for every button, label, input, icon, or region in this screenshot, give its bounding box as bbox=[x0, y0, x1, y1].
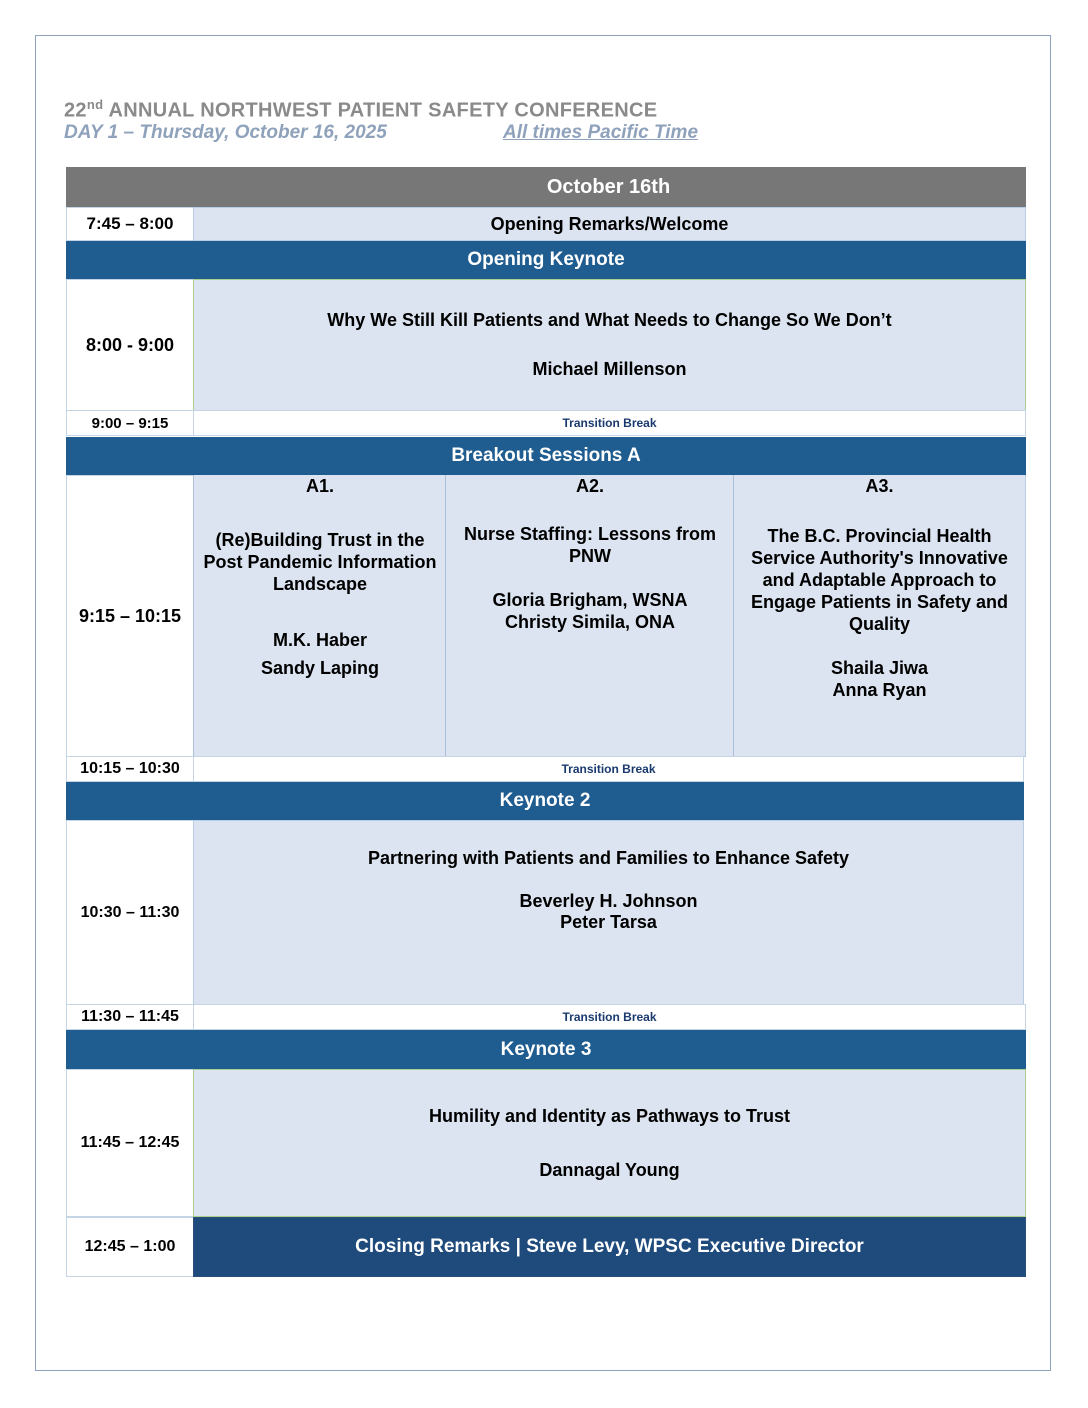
a2-title: Nurse Staffing: Lessons from PNW bbox=[463, 524, 717, 566]
time-keynote2: 10:30 – 11:30 bbox=[66, 820, 194, 1005]
band-keynote-3: Keynote 3 bbox=[66, 1030, 1026, 1069]
session-a3 bbox=[733, 475, 1026, 757]
keynote1-speaker: Michael Millenson bbox=[532, 359, 687, 379]
timezone-note: All times Pacific Time bbox=[503, 122, 699, 143]
a1-title: (Re)Building Trust in the Post Pandemic Information Landscape bbox=[203, 530, 437, 594]
day-line: DAY 1 – Thursday, October 16, 2025 bbox=[64, 122, 387, 143]
session-a1 bbox=[193, 475, 446, 757]
closing-remarks: Closing Remarks | Steve Levy, WPSC Executive Director bbox=[193, 1217, 1026, 1277]
time-break3: 11:30 – 11:45 bbox=[66, 1004, 194, 1030]
a2-code: A2. bbox=[575, 476, 604, 496]
conference-title: 22nd ANNUAL NORTHWEST PATIENT SAFETY CONFERENCE bbox=[64, 97, 658, 122]
a3-speaker-1: Shaila Jiwa bbox=[830, 658, 929, 678]
time-opening: 7:45 – 8:00 bbox=[66, 207, 194, 241]
keynote2-session bbox=[193, 820, 1024, 1005]
keynote3-title: Humility and Identity as Pathways to Trust bbox=[428, 1105, 791, 1126]
a3-code: A3. bbox=[865, 476, 894, 496]
band-opening-keynote: Opening Keynote bbox=[66, 241, 1026, 279]
a3-speaker-2: Anna Ryan bbox=[832, 680, 927, 700]
transition-break-3: Transition Break bbox=[193, 1004, 1026, 1030]
transition-break-2: Transition Break bbox=[193, 756, 1024, 782]
keynote2-speaker-1: Beverley H. Johnson bbox=[519, 891, 698, 911]
keynote3-speaker: Dannagal Young bbox=[539, 1159, 680, 1180]
a2-speaker-1: Gloria Brigham, WSNA bbox=[492, 590, 688, 610]
time-breakout: 9:15 – 10:15 bbox=[66, 475, 194, 757]
keynote3-session bbox=[193, 1069, 1026, 1217]
keynote2-speaker-2: Peter Tarsa bbox=[560, 912, 657, 932]
a3-title: The B.C. Provincial Health Service Authority's Innovative and Adaptable Approach to Engage Patients in Safety and Quality bbox=[750, 526, 1009, 634]
time-keynote3: 11:45 – 12:45 bbox=[66, 1069, 194, 1217]
a1-code: A1. bbox=[305, 476, 334, 496]
band-breakout-a: Breakout Sessions A bbox=[66, 437, 1026, 475]
a2-speaker-2: Christy Simila, ONA bbox=[504, 612, 676, 632]
transition-break-1: Transition Break bbox=[193, 410, 1026, 436]
session-a2 bbox=[445, 475, 734, 757]
time-keynote1: 8:00 - 9:00 bbox=[66, 279, 194, 411]
keynote1-session bbox=[193, 279, 1026, 411]
a1-speaker-2: Sandy Laping bbox=[260, 658, 379, 678]
time-closing: 12:45 – 1:00 bbox=[66, 1217, 194, 1277]
keynote2-title: Partnering with Patients and Families to Enhance Safety bbox=[367, 848, 850, 868]
date-header: October 16th bbox=[66, 167, 1026, 207]
opening-remarks: Opening Remarks/Welcome bbox=[193, 207, 1026, 241]
time-break1: 9:00 – 9:15 bbox=[66, 410, 194, 436]
keynote1-title: Why We Still Kill Patients and What Needs to Change So We Don’t bbox=[327, 310, 892, 330]
time-break2: 10:15 – 10:30 bbox=[66, 756, 194, 782]
band-keynote-2: Keynote 2 bbox=[66, 782, 1024, 820]
a1-speaker-1: M.K. Haber bbox=[272, 630, 368, 650]
